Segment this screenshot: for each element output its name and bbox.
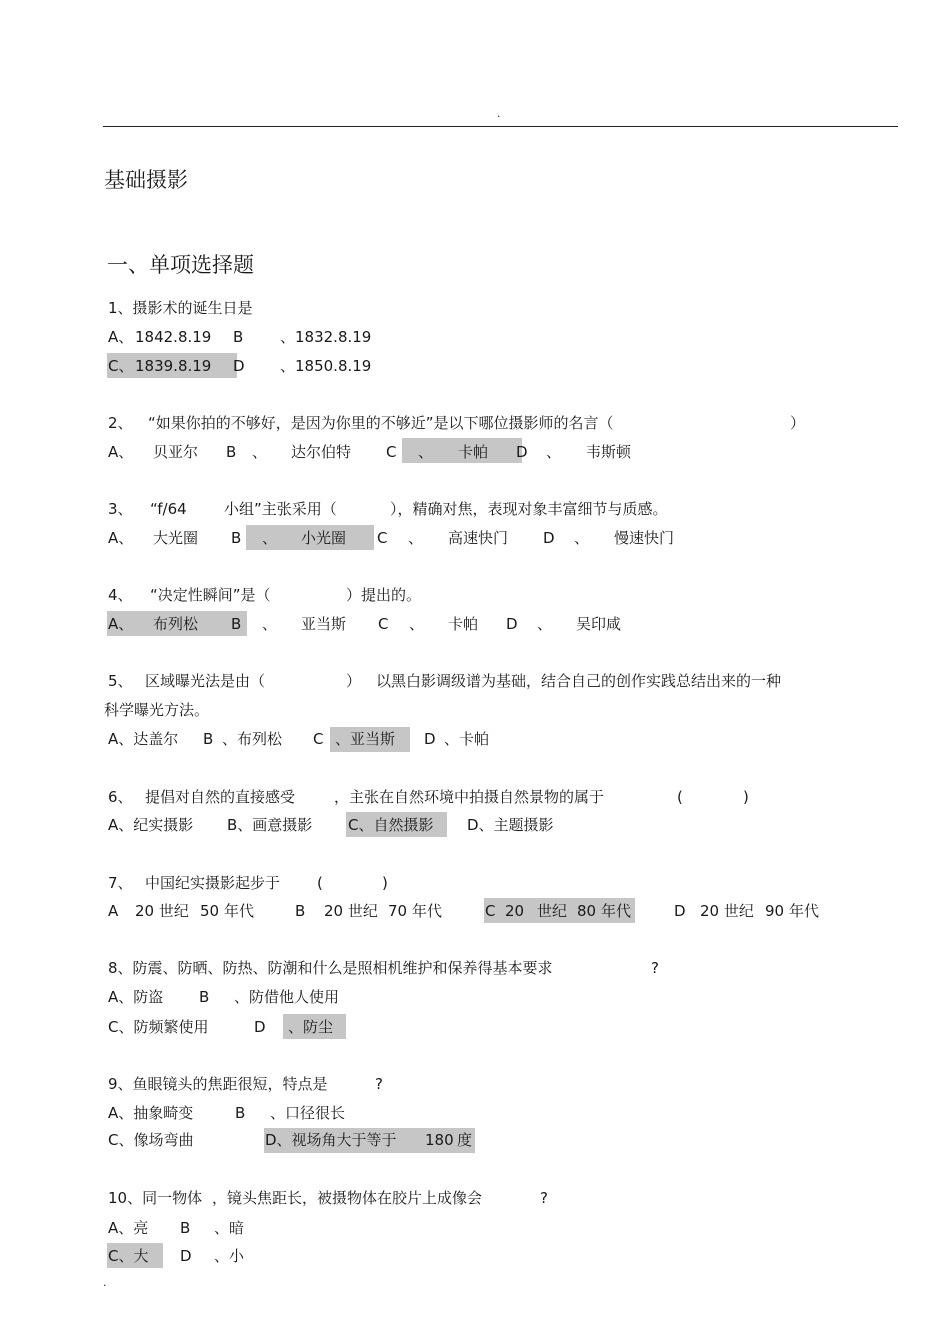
question-4-number: 4、 <box>108 586 133 604</box>
q3-option-d-sep: 、 <box>574 529 590 547</box>
q7-option-a-suffix: 年代 <box>224 902 255 920</box>
q6-option-a: A、纪实摄影 <box>108 816 194 834</box>
q4-option-b-sep: 、 <box>262 615 278 633</box>
q1-option-d-text: 、1850.8.19 <box>280 357 372 375</box>
q7-option-d-decade: 90 <box>765 902 785 920</box>
footer-mark: . <box>103 1276 107 1289</box>
q2-option-b-letter: B <box>226 443 237 461</box>
question-7-stem: 中国纪实摄影起步于 <box>145 874 281 892</box>
q4-option-c-text: 卡帕 <box>448 615 479 633</box>
q4-option-c-letter: C <box>378 615 389 633</box>
q7-option-b-decade: 70 <box>388 902 408 920</box>
header-mark: . <box>497 107 501 120</box>
q7-option-c-century: 20 <box>505 902 525 920</box>
q7-option-a-letter: A <box>108 902 119 920</box>
q5-option-a: A、达盖尔 <box>108 730 179 748</box>
q1-option-a-text: 1842.8.19 <box>135 328 212 346</box>
q4-option-a-text: 布列松 <box>153 615 199 633</box>
q8-option-b-letter: B <box>199 988 210 1006</box>
q9-option-a: A、抽象畸变 <box>108 1104 194 1122</box>
q10-option-c: C、大 <box>108 1247 149 1265</box>
q2-option-d-text: 韦斯顿 <box>586 443 632 461</box>
q2-option-d-sep: 、 <box>546 443 562 461</box>
question-4-stem-b: ）提出的。 <box>346 586 422 604</box>
q5-option-d-text: 、卡帕 <box>444 730 490 748</box>
q3-option-d-letter: D <box>543 529 555 547</box>
q7-option-c-century-word: 世纪 <box>537 902 568 920</box>
question-6-number: 6、 <box>108 788 133 806</box>
q4-option-d-sep: 、 <box>537 615 553 633</box>
q7-option-c-decade: 80 <box>577 902 597 920</box>
section-title: 一、单项选择题 <box>107 253 254 277</box>
q6-option-c: C、自然摄影 <box>348 816 434 834</box>
q1-option-b-letter: B <box>233 328 244 346</box>
question-1-stem: 1、摄影术的诞生日是 <box>108 299 253 317</box>
q10-option-b-letter: B <box>180 1219 191 1237</box>
question-5-stem-c: 以黑白影调级谱为基础，结合自己的创作实践总结出来的一种 <box>376 672 782 690</box>
question-6-stem-b: ，主张在自然环境中拍摄自然景物的属于 <box>334 788 605 806</box>
question-5-stem-a: 区域曝光法是由（ <box>145 672 266 690</box>
q1-option-c-text: 1839.8.19 <box>135 357 212 375</box>
q1-option-d-letter: D <box>233 357 245 375</box>
question-9-stem: 9、鱼眼镜头的焦距很短，特点是 <box>108 1075 328 1093</box>
q3-option-b-letter: B <box>231 529 242 547</box>
question-8-mark: ? <box>651 959 659 977</box>
q3-option-d-text: 慢速快门 <box>614 529 675 547</box>
question-3-stem-b: 小组”主张采用（ <box>224 500 337 518</box>
question-2-stem-close: ） <box>790 414 806 432</box>
question-3-number: 3、 <box>108 500 133 518</box>
q5-option-b-text: 、布列松 <box>222 730 283 748</box>
q8-option-d-text: 、防尘 <box>288 1018 334 1036</box>
q3-option-b-text: 小光圈 <box>301 529 347 547</box>
q7-option-d-letter: D <box>674 902 686 920</box>
q2-option-c-text: 卡帕 <box>458 443 489 461</box>
question-6-paren-close: ) <box>743 788 749 806</box>
question-6-paren-open: ( <box>677 788 683 806</box>
q5-option-b-letter: B <box>203 730 214 748</box>
q9-option-c: C、像场弯曲 <box>108 1131 194 1149</box>
question-9-mark: ? <box>375 1075 383 1093</box>
q3-option-b-sep: 、 <box>262 529 278 547</box>
question-8-stem: 8、防震、防晒、防热、防潮和什么是照相机维护和保养得基本要求 <box>108 959 553 977</box>
q2-option-a-text: 贝亚尔 <box>153 443 199 461</box>
question-5-number: 5、 <box>108 672 133 690</box>
q4-option-a-letter: A、 <box>108 615 134 633</box>
q2-option-c-letter: C <box>386 443 397 461</box>
q8-option-a: A、防盗 <box>108 988 164 1006</box>
q10-option-d-letter: D <box>180 1247 192 1265</box>
question-5-stem-line2: 科学曝光方法。 <box>104 701 210 719</box>
question-6-stem-a: 提倡对自然的直接感受 <box>145 788 296 806</box>
q9-option-d-value: 180 <box>425 1131 454 1149</box>
q4-option-c-sep: 、 <box>409 615 425 633</box>
question-3-stem-a: “f/64 <box>150 500 187 518</box>
q5-option-d-letter: D <box>424 730 436 748</box>
q2-option-b-sep: 、 <box>252 443 268 461</box>
q7-option-b-letter: B <box>295 902 306 920</box>
question-10-mark: ? <box>540 1189 548 1207</box>
q6-option-b: B、画意摄影 <box>227 816 313 834</box>
question-10-stem-a: 10、同一物体 <box>108 1189 203 1207</box>
question-2-number: 2、 <box>108 414 133 432</box>
question-5-stem-b: ） <box>346 672 362 690</box>
q6-option-d: D、主题摄影 <box>467 816 554 834</box>
q1-option-c-letter: C、 <box>108 357 134 375</box>
q10-option-b-text: 、暗 <box>214 1219 245 1237</box>
q7-option-d-suffix: 年代 <box>789 902 820 920</box>
question-3-stem-c: ），精确对焦，表现对象丰富细节与质感。 <box>390 500 668 518</box>
q4-option-d-letter: D <box>506 615 518 633</box>
q5-option-c-letter: C <box>313 730 324 748</box>
q10-option-a: A、亮 <box>108 1219 149 1237</box>
q3-option-c-letter: C <box>377 529 388 547</box>
q1-option-a-letter: A、 <box>108 328 134 346</box>
page-title: 基础摄影 <box>104 168 188 192</box>
q8-option-b-text: 、防借他人使用 <box>234 988 340 1006</box>
q9-option-b-letter: B <box>235 1104 246 1122</box>
q1-option-b-text: 、1832.8.19 <box>280 328 372 346</box>
q2-option-c-sep: 、 <box>418 443 434 461</box>
q3-option-a-letter: A、 <box>108 529 134 547</box>
q8-option-d-letter: D <box>254 1018 266 1036</box>
q7-option-b-suffix: 年代 <box>412 902 443 920</box>
q7-option-a-century: 20 世纪 <box>135 902 189 920</box>
q8-option-c: C、防频繁使用 <box>108 1018 209 1036</box>
q7-option-a-decade: 50 <box>200 902 220 920</box>
q10-option-d-text: 、小 <box>214 1247 245 1265</box>
q4-option-b-letter: B <box>231 615 242 633</box>
q2-option-d-letter: D <box>516 443 528 461</box>
q3-option-c-sep: 、 <box>408 529 424 547</box>
q3-option-c-text: 高速快门 <box>448 529 509 547</box>
question-10-stem-b: ，镜头焦距长，被摄物体在胶片上成像会 <box>212 1189 483 1207</box>
header-divider <box>103 126 898 127</box>
q4-option-b-text: 亚当斯 <box>301 615 347 633</box>
q7-option-c-suffix: 年代 <box>601 902 632 920</box>
q3-option-a-text: 大光圈 <box>153 529 199 547</box>
q7-option-d-century: 20 世纪 <box>700 902 754 920</box>
question-7-paren-close: ) <box>382 874 388 892</box>
q9-option-d-unit: 度 <box>457 1131 473 1149</box>
question-7-paren-open: ( <box>317 874 323 892</box>
question-7-number: 7、 <box>108 874 133 892</box>
question-4-stem-a: “决定性瞬间”是（ <box>150 586 271 604</box>
q5-option-c-text: 、亚当斯 <box>335 730 396 748</box>
q4-option-d-text: 吴印咸 <box>576 615 622 633</box>
q7-option-c-letter: C <box>485 902 496 920</box>
q9-option-d-text: D、视场角大于等于 <box>265 1131 397 1149</box>
q7-option-b-century: 20 世纪 <box>324 902 378 920</box>
q9-option-b-text: 、口径很长 <box>270 1104 346 1122</box>
q2-option-b-text: 达尔伯特 <box>291 443 352 461</box>
question-2-stem: “如果你拍的不够好，是因为你里的不够近”是以下哪位摄影师的名言（ <box>148 414 614 432</box>
q2-option-a-letter: A、 <box>108 443 134 461</box>
